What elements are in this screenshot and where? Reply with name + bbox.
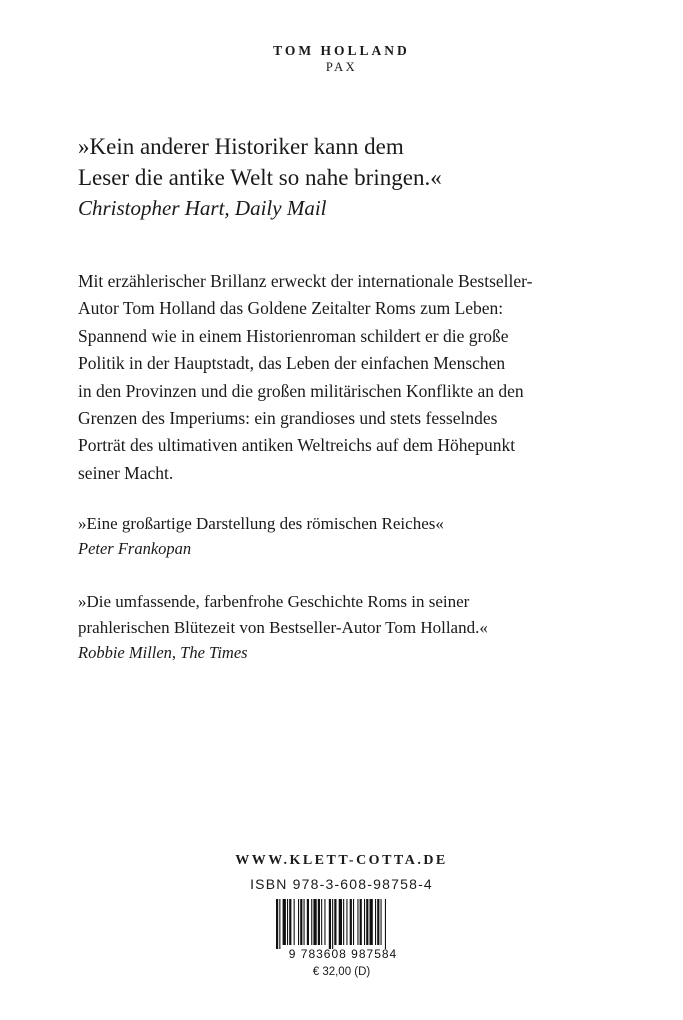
review-quote-text: »Die umfassende, farbenfrohe Geschichte Roms in seiner prahlerischen Blütezeit von Bestseller-Autor Tom Holland.«	[78, 592, 488, 637]
barcode-bar	[360, 899, 362, 945]
lead-quote	[78, 131, 608, 224]
barcode-bar	[375, 899, 376, 945]
book-description: Mit erzählerischer Brillanz erweckt der internationale Bestseller- Autor Tom Holland das Goldene Zeitalter Roms zum Leben: Spannend wie in einem Historienroman schildert er die große Politik in der Hauptstadt, das Leben der einfachen Menschen in den Provinzen und die großen militärischen Konflikte an den Grenzen des Imperiums: ein grandioses und stets fesselndes Porträt des ultimativen antiken Weltreichs auf dem Höhepunkt seiner Macht.	[78, 271, 533, 483]
barcode-bar	[329, 899, 331, 949]
price-label: € 32,00 (D)	[312, 966, 371, 978]
barcode-bar	[353, 899, 354, 945]
barcode-digits: 9 783608 987584	[288, 947, 398, 961]
barcode-bar	[377, 899, 379, 945]
barcode	[266, 897, 420, 961]
barcode-bar	[300, 899, 302, 945]
barcode-graphic	[266, 897, 420, 961]
barcode-bar	[321, 899, 322, 945]
barcode-bar	[385, 899, 386, 949]
lead-quote-source: Christopher Hart, Daily Mail	[78, 196, 327, 220]
barcode-bar	[276, 899, 278, 949]
isbn-number: ISBN 978-3-608-98758-4	[250, 876, 433, 892]
barcode-bar	[279, 899, 280, 949]
author-name: TOM HOLLAND	[273, 43, 410, 58]
barcode-bar	[339, 899, 342, 945]
barcode-bar	[298, 899, 299, 945]
review-quote-1	[78, 511, 608, 561]
barcode-bar	[287, 899, 288, 945]
barcode-bar	[346, 899, 347, 945]
barcode-bar	[343, 899, 344, 945]
barcode-bar	[364, 899, 365, 945]
barcode-bar	[357, 899, 358, 945]
barcode-bar	[283, 899, 286, 945]
review-quote-source: Robbie Millen, The Times	[78, 643, 248, 662]
cover-header	[0, 42, 683, 76]
barcode-bar	[366, 899, 368, 945]
review-quote-2	[78, 589, 608, 665]
barcode-bar	[313, 899, 316, 945]
barcode-bar	[289, 899, 291, 945]
barcode-bar	[318, 899, 320, 945]
review-quote-text: »Eine großartige Darstellung des römischen Reiches«	[78, 514, 444, 533]
barcode-bar	[370, 899, 373, 945]
barcode-bar	[332, 899, 333, 949]
barcode-bar	[334, 899, 336, 945]
barcode-bar	[350, 899, 352, 945]
publisher-website: WWW.KLETT-COTTA.DE	[235, 853, 448, 868]
book-title: PAX	[325, 60, 358, 74]
barcode-bar	[324, 899, 325, 945]
barcode-bar	[311, 899, 312, 945]
lead-quote-line-2: Leser die antike Welt so nahe bringen.«	[78, 165, 442, 190]
review-quote-source: Peter Frankopan	[78, 539, 192, 558]
lead-quote-line-1: »Kein anderer Historiker kann dem	[78, 134, 404, 159]
barcode-bar	[304, 899, 305, 945]
barcode-bar	[381, 899, 382, 945]
barcode-bar	[294, 899, 295, 945]
barcode-bar	[307, 899, 309, 945]
